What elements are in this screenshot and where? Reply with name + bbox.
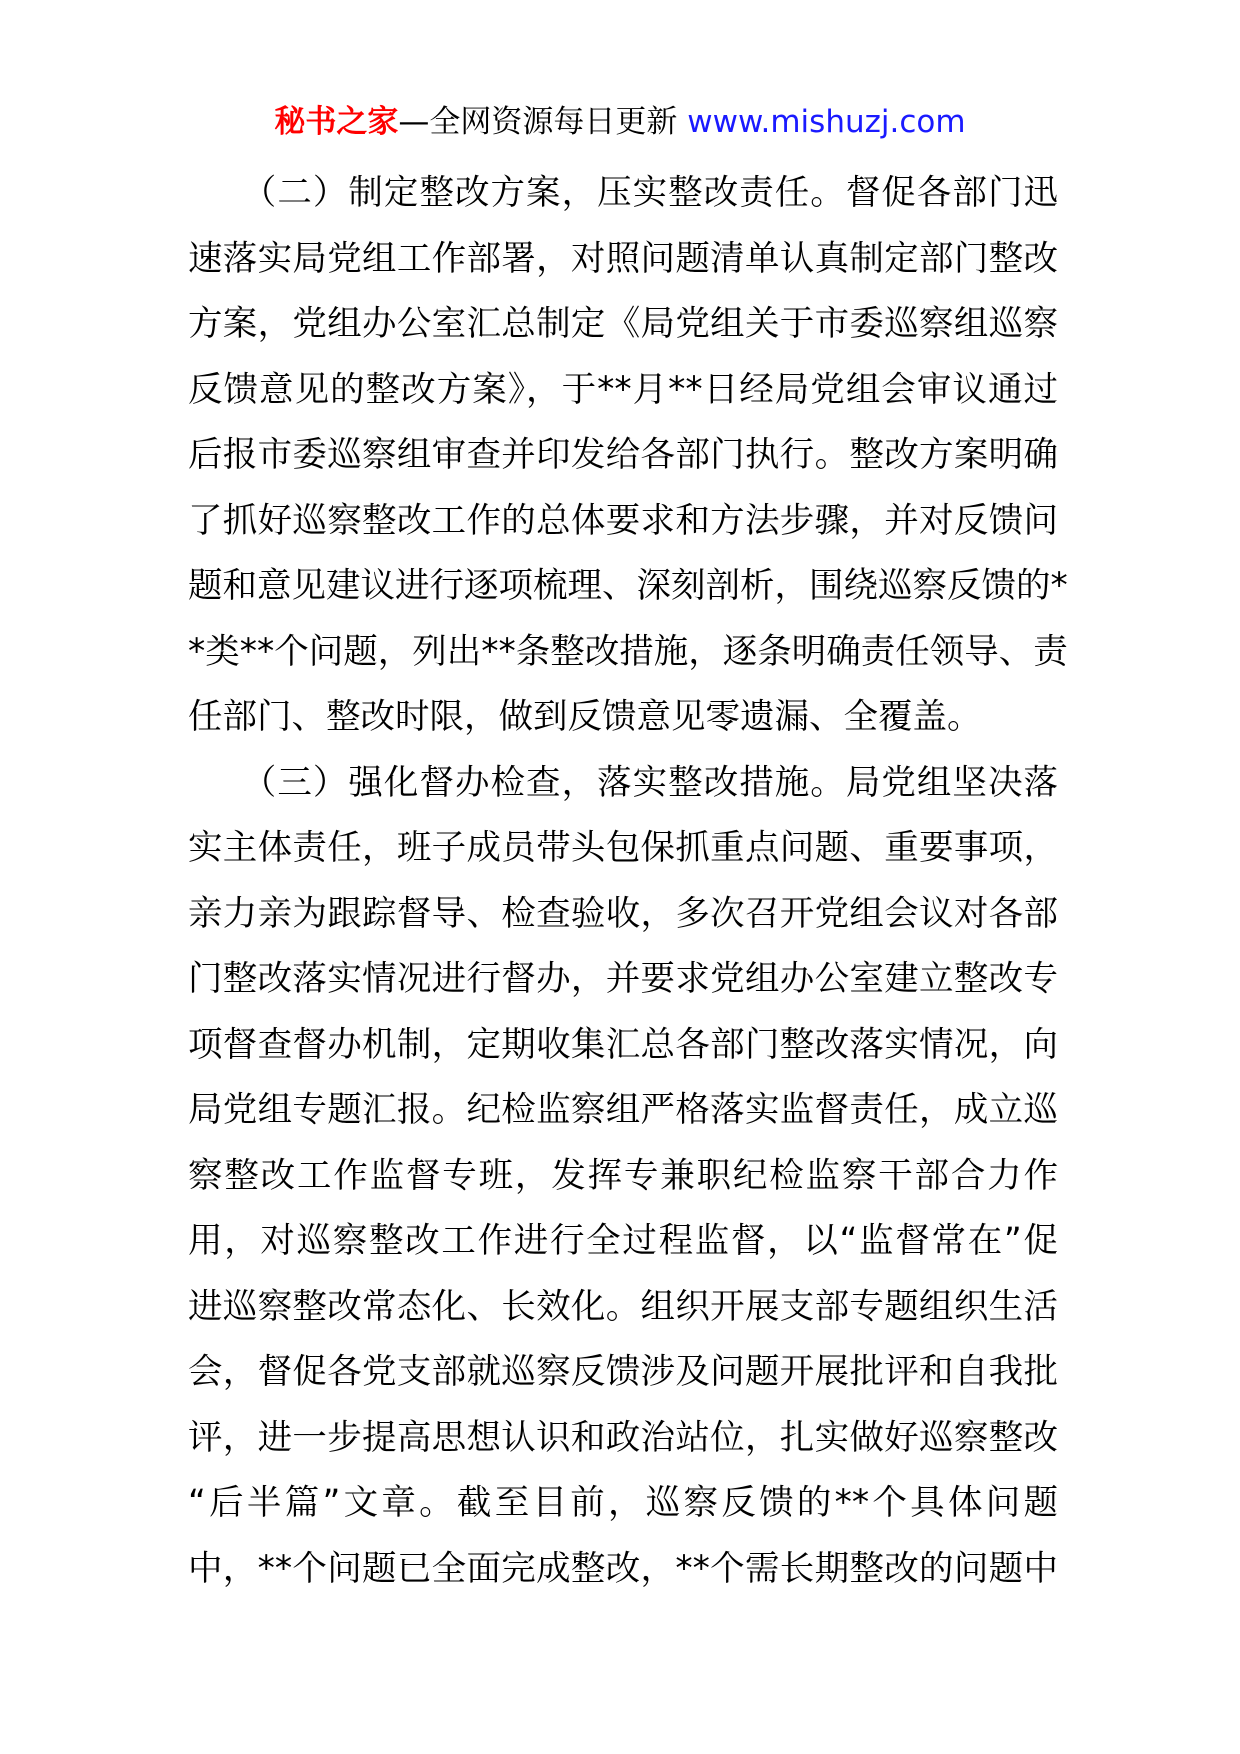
text-line: 反馈意见的整改方案》，于**月**日经局党组会审议通过 bbox=[188, 369, 1058, 410]
text-line: 用，对巡察整改工作进行全过程监督，以“监督常在”促 bbox=[188, 1221, 1058, 1261]
text-line: “后半篇”文章。截至目前，巡察反馈的**个具体问题 bbox=[188, 1483, 1058, 1523]
text-line: 亲力亲为跟踪督导、检查验收，多次召开党组会议对各部 bbox=[188, 893, 1058, 934]
text-line: 了抓好巡察整改工作的总体要求和方法步骤，并对反馈问 bbox=[188, 500, 1058, 541]
text-line: （三）强化督办检查，落实整改措施。局党组坚决落 bbox=[188, 762, 1058, 803]
text-line: 后报市委巡察组审查并印发给各部门执行。整改方案明确 bbox=[188, 435, 1058, 475]
text-line: 评，进一步提高思想认识和政治站位，扎实做好巡察整改 bbox=[188, 1417, 1058, 1458]
brand-name: 秘书之家 bbox=[274, 104, 399, 140]
text-line: 中，**个问题已全面完成整改，**个需长期整改的问题中 bbox=[188, 1548, 1058, 1589]
text-line: 方案，党组办公室汇总制定《局党组关于市委巡察组巡察 bbox=[188, 304, 1058, 344]
page-header bbox=[0, 100, 1240, 144]
text-line: （二）制定整改方案，压实整改责任。督促各部门迅 bbox=[188, 173, 1058, 213]
text-line: 实主体责任，班子成员带头包保抓重点问题、重要事项， bbox=[188, 828, 1058, 868]
paragraph-3 bbox=[188, 751, 1058, 1603]
text-line: 会，督促各党支部就巡察反馈涉及问题开展批评和自我批 bbox=[188, 1352, 1058, 1392]
paragraph-2 bbox=[188, 161, 1068, 751]
text-line: 进巡察整改常态化、长效化。组织开展支部专题组织生活 bbox=[188, 1286, 1058, 1327]
text-line: 察整改工作监督专班，发挥专兼职纪检监察干部合力作 bbox=[188, 1155, 1058, 1196]
text-line: 门整改落实情况进行督办，并要求党组办公室建立整改专 bbox=[188, 959, 1058, 999]
text-line: *类**个问题，列出**条整改措施，逐条明确责任领导、责 bbox=[188, 631, 1068, 672]
text-line: 项督查督办机制，定期收集汇总各部门整改落实情况，向 bbox=[188, 1024, 1058, 1065]
text-line: 速落实局党组工作部署，对照问题清单认真制定部门整改 bbox=[188, 238, 1058, 279]
website-link[interactable]: www.mishuzj.com bbox=[687, 104, 966, 140]
text-line: 局党组专题汇报。纪检监察组严格落实监督责任，成立巡 bbox=[188, 1090, 1058, 1130]
text-line: 题和意见建议进行逐项梳理、深刻剖析，围绕巡察反馈的* bbox=[188, 566, 1068, 606]
document-body bbox=[188, 161, 1068, 1602]
text-line: 任部门、整改时限，做到反馈意见零遗漏、全覆盖。 bbox=[188, 697, 982, 737]
header-tagline: —全网资源每日更新 bbox=[398, 104, 688, 140]
